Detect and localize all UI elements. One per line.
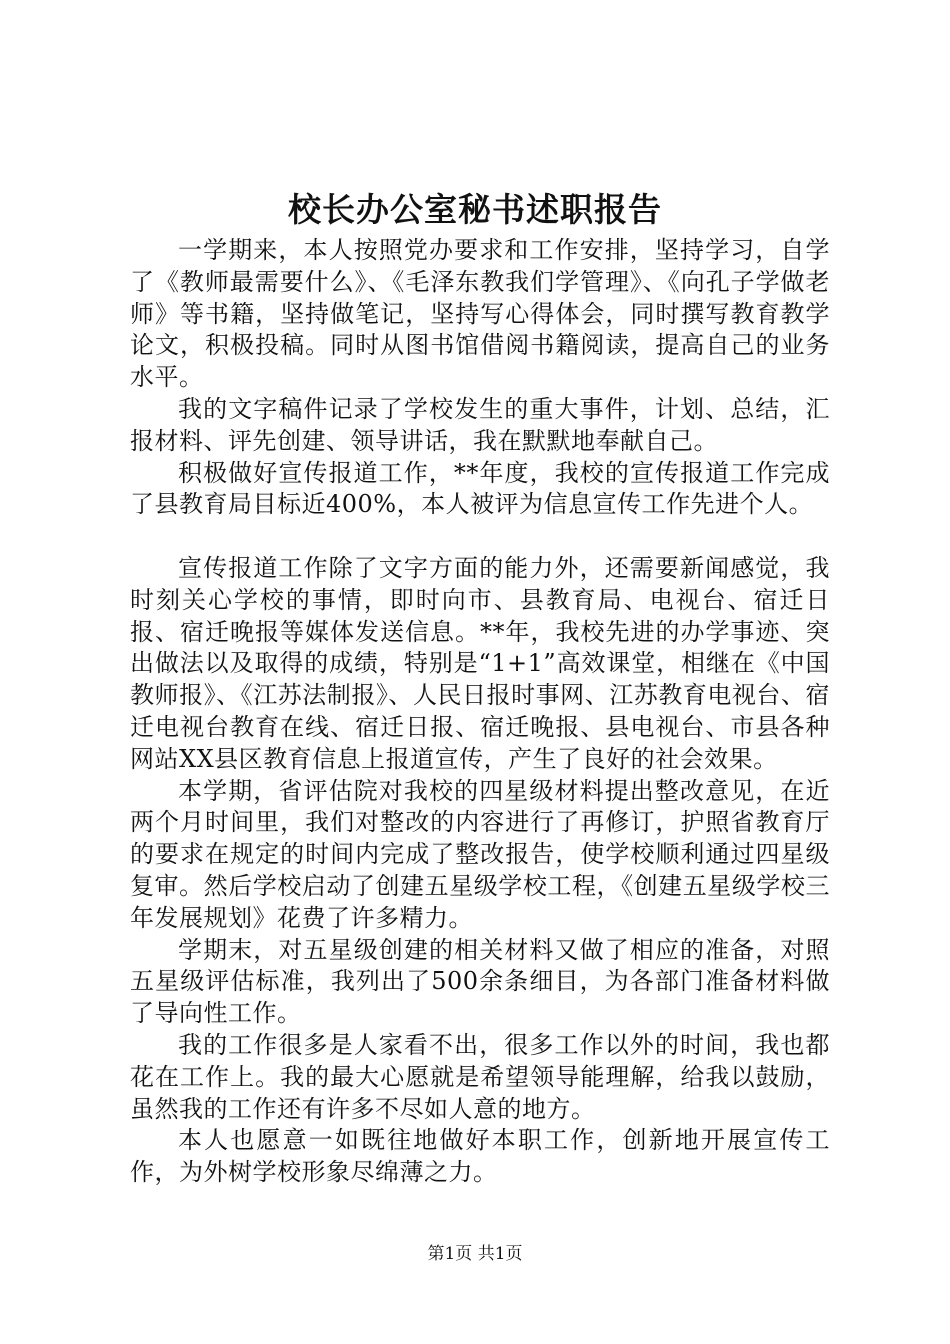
- paragraph-commitment: 本人也愿意一如既往地做好本职工作，创新地开展宣传工作，为外树学校形象尽绵薄之力。: [130, 1126, 830, 1187]
- paragraph-news-reporting: 宣传报道工作除了文字方面的能力外，还需要新闻感觉，我时刻关心学校的事情，即时向市、县教育局、电视台、宿迁日报、宿迁晚报等媒体发送信息。**年，我校先进的办学事迹、突出做法以及取得的成绩，特别是“1+1”高效课堂，相继在《中国教师报》、《江苏法制报》、人民日报时事网、江苏教育电视台、宿迁电视台教育在线、宿迁日报、宿迁晚报、县电视台、市县各种网站XX县区教育信息上报道宣传，产生了良好的社会效果。: [130, 553, 830, 773]
- page-footer: 第1页 共1页: [427, 1244, 523, 1264]
- paragraph-five-star-prep: 学期末，对五星级创建的相关材料又做了相应的准备，对照五星级评估标准，我列出了500余条细目，为各部门准备材料做了导向性工作。: [130, 935, 830, 1028]
- document-body: [130, 235, 830, 1189]
- paragraph-study: 一学期来，本人按照党办要求和工作安排，坚持学习，自学了《教师最需要什么》、《毛泽东教我们学管理》、《向孔子学做老师》等书籍，坚持做笔记，坚持写心得体会，同时撰写教育教学论文，积极投稿。同时从图书馆借阅书籍阅读，提高自己的业务水平。: [130, 236, 830, 392]
- paragraph-four-star-review: 本学期，省评估院对我校的四星级材料提出整改意见，在近两个月时间里，我们对整改的内容进行了再修订，护照省教育厅的要求在规定的时间内完成了整改报告，使学校顺利通过四星级复审。然后学校启动了创建五星级学校工程，《创建五星级学校三年发展规划》花费了许多精力。: [130, 776, 830, 932]
- paragraph-wish: 我的工作很多是人家看不出，很多工作以外的时间，我也都花在工作上。我的最大心愿就是希望领导能理解，给我以鼓励，虽然我的工作还有许多不尽如人意的地方。: [130, 1030, 830, 1123]
- paragraph-manuscripts: 我的文字稿件记录了学校发生的重大事件，计划、总结，汇报材料、评先创建、领导讲话，我在默默地奉献自己。: [130, 394, 830, 455]
- paragraph-publicity-goal: 积极做好宣传报道工作，**年度，我校的宣传报道工作完成了县教育局目标近400%，本人被评为信息宣传工作先进个人。: [130, 458, 830, 519]
- document-title: 校长办公室秘书述职报告: [288, 190, 662, 229]
